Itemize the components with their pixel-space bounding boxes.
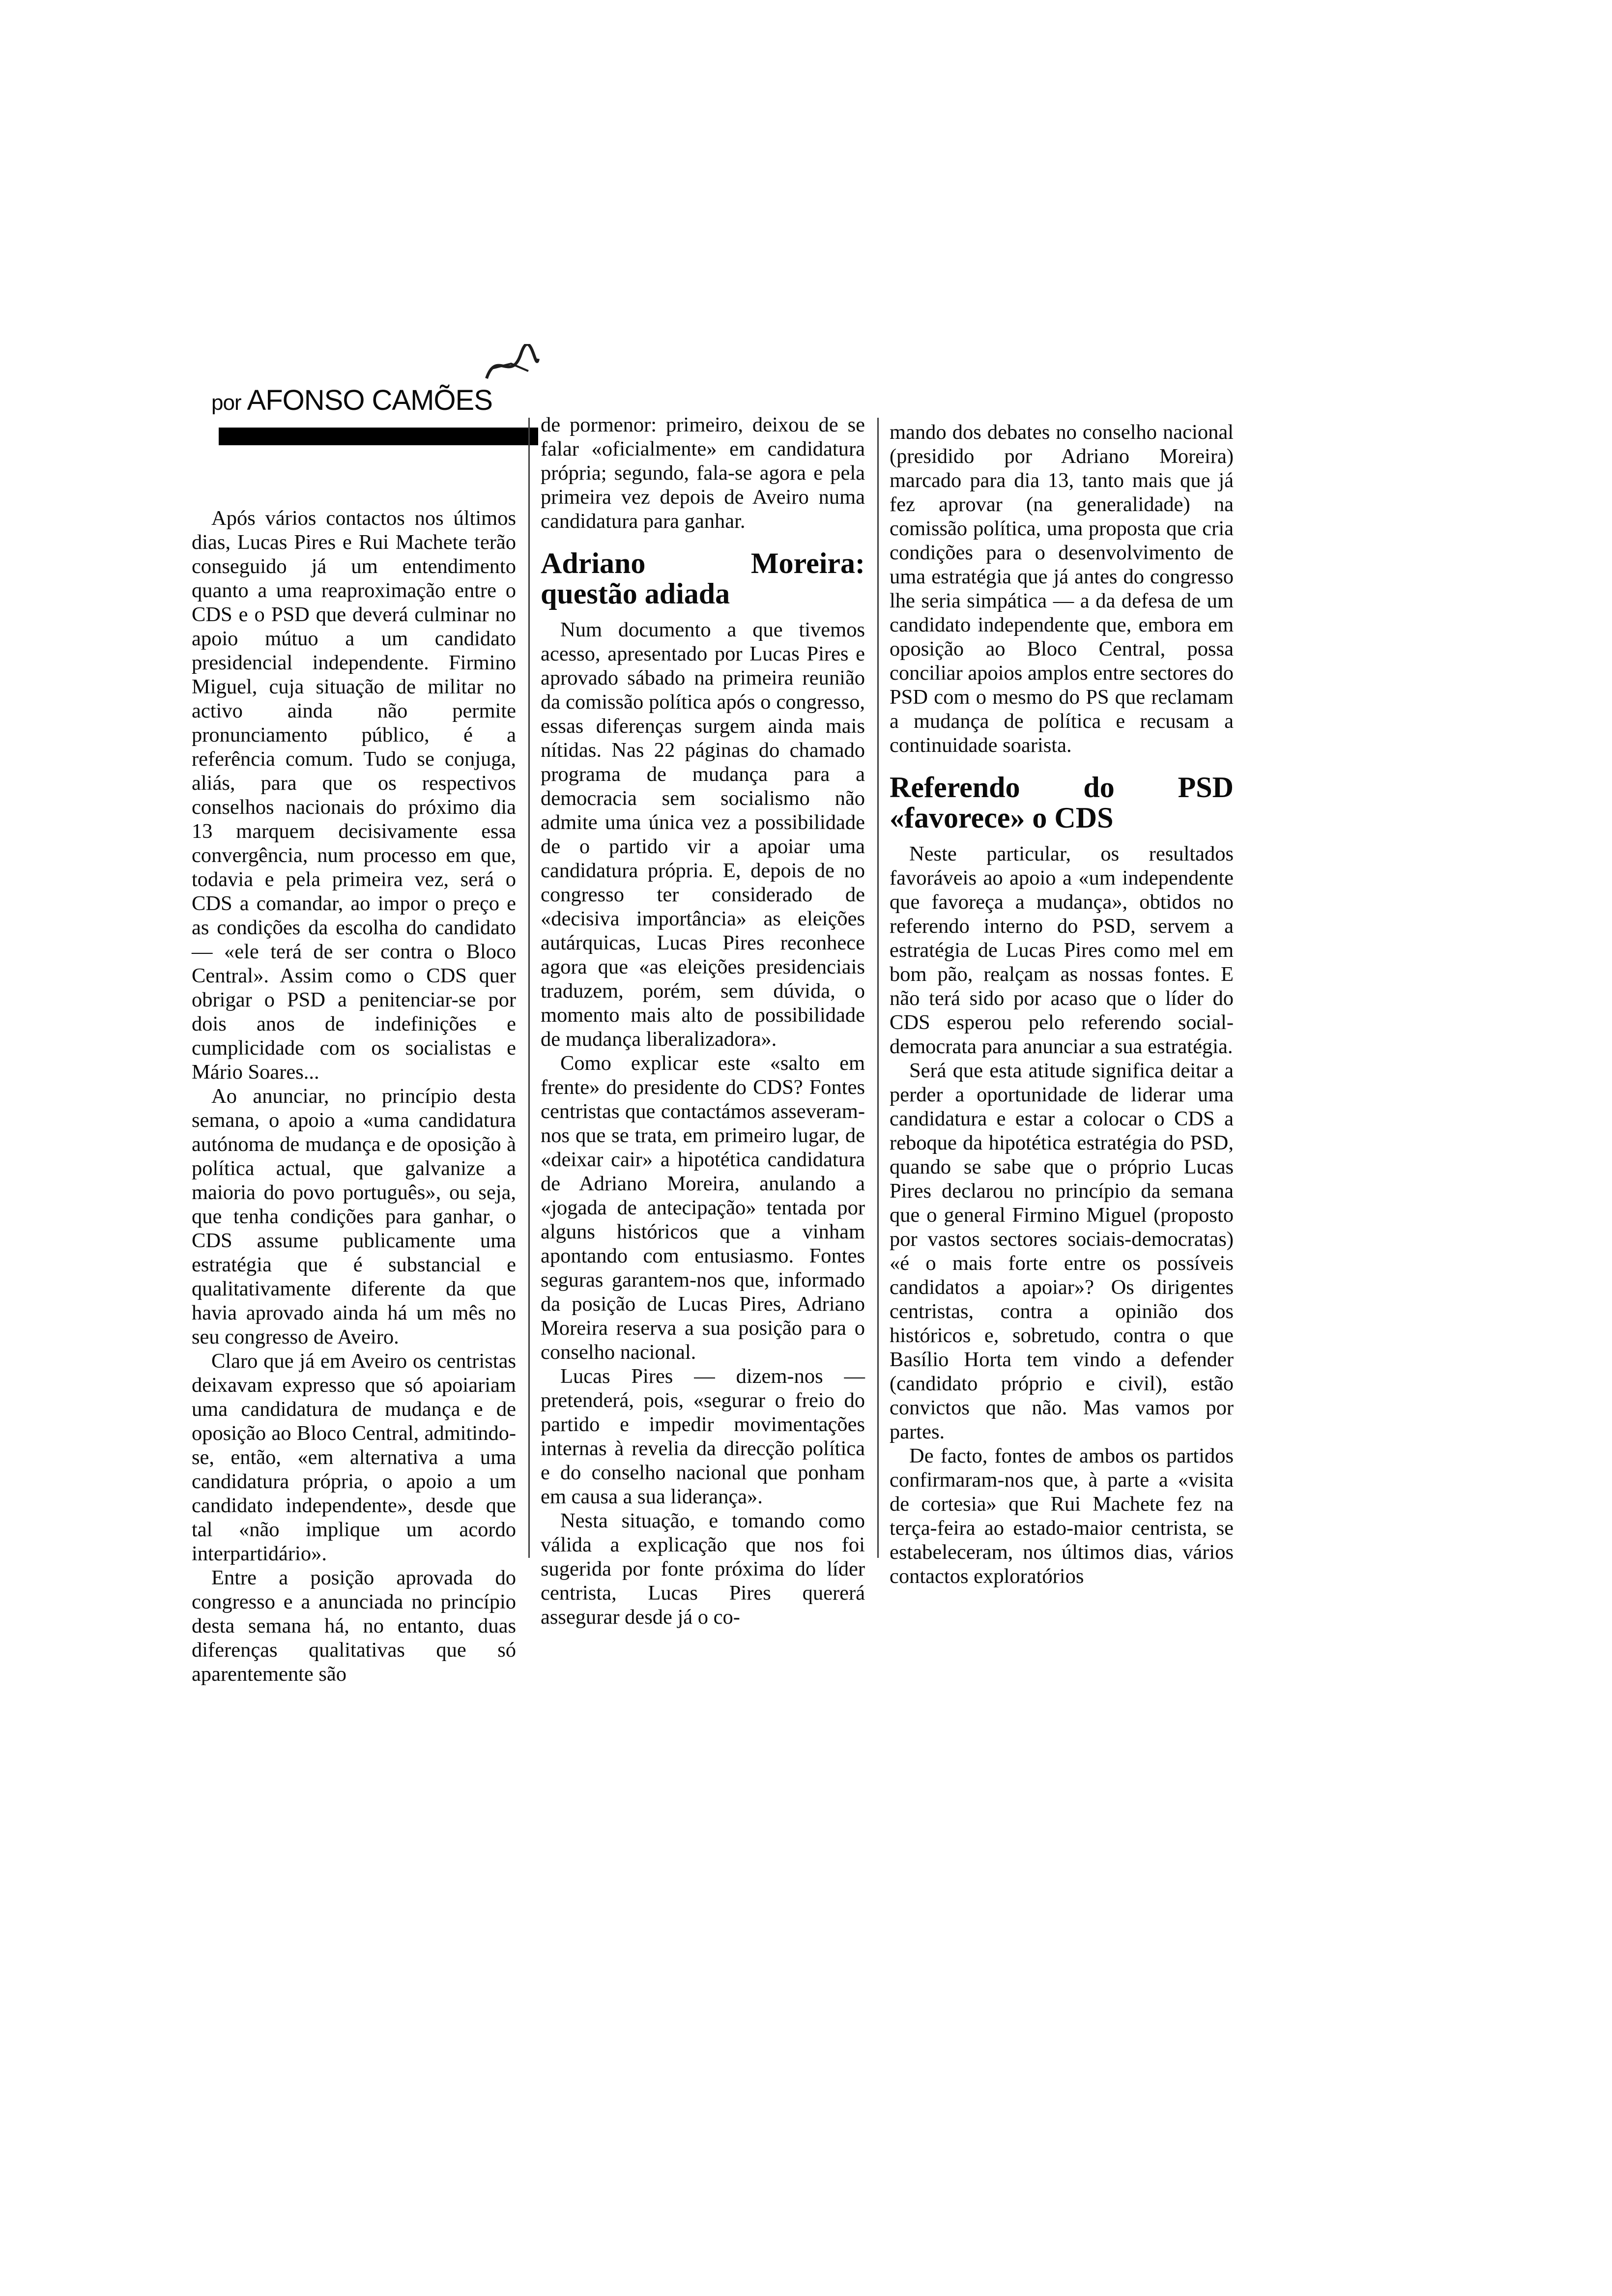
byline xyxy=(211,383,526,420)
column-divider xyxy=(877,418,879,1558)
paragraph: Num documento a que tivemos acesso, apresentado por Lucas Pires e aprovado sábado na primeira reunião da comissão política após o congresso, essas diferenças surgem ainda mais nítidas. Nas 22 páginas do chamado programa de mudança para a democracia sem socialismo não admite uma única vez a possibilidade de o partido vir a apoiar uma candidatura própria. E, depois de no congresso ter considerado de «decisiva importância» as eleições autárquicas, Lucas Pires reconhece agora que «as eleições presidenciais traduzem, porém, sem dúvida, o momento mais alto de possibilidade de mudança liberalizadora». xyxy=(541,618,865,1051)
ink-scribble-icon xyxy=(482,344,541,388)
paragraph: Será que esta atitude significa deitar a perder a oportunidade de liderar uma candidatura e estar a colocar o CDS a reboque da hipotética estratégia do PSD, quando se sabe que o próprio Lucas Pires declarou no princípio da semana que o general Firmino Miguel (proposto por vastos sectores sociais-democratas) «é o mais forte entre os possíveis candidatos a apoiar»? Os dirigentes centristas, contra a opinião dos históricos e, sobretudo, contra o que Basílio Horta tem vindo a defender (candidato próprio e civil), estão convictos que não. Mas vamos por partes. xyxy=(890,1059,1234,1443)
column-divider xyxy=(528,418,530,1558)
paragraph: Nesta situação, e tomando como válida a explicação que nos foi sugerida por fonte próxima do líder centrista, Lucas Pires quererá assegurar desde já o co- xyxy=(541,1509,865,1629)
byline-prefix: por xyxy=(211,391,241,415)
paragraph: mando dos debates no conselho nacional (presidido por Adriano Moreira) marcado para dia 13, tanto mais que já fez aprovar (na generalidade) na comissão política, uma proposta que cria condições para o desenvolvimento de uma estratégia que já antes do congresso lhe seria simpática — a da defesa de um candidato independente que, embora em oposição ao Bloco Central, possa conciliar apoios amplos entre sectores do PSD com o mesmo do PS que reclamam a mudança de política e recusam a continuidade soarista. xyxy=(890,421,1234,757)
subheading: Adriano Moreira: questão adiada xyxy=(541,547,865,610)
paragraph: De facto, fontes de ambos os partidos confirmaram-nos que, à parte a «visita de cortesia» que Rui Machete fez na terça-feira ao estado-maior centrista, se estabeleceram, nos últimos dias, vários contactos exploratórios xyxy=(890,1444,1234,1588)
byline-rule xyxy=(219,428,538,445)
paragraph: Ao anunciar, no princípio desta semana, o apoio a «uma candidatura autónoma de mudança e de oposição à política actual, que galvanize a maioria do povo português», ou seja, que tenha condições para ganhar, o CDS assume publicamente uma estratégia que é substancial e qualitativamente diferente da que havia aprovado ainda há um mês no seu congresso de Aveiro. xyxy=(192,1085,516,1349)
paragraph: Entre a posição aprovada do congresso e a anunciada no princípio desta semana há, no entanto, duas diferenças qualitativas que só aparentemente são xyxy=(192,1566,516,1686)
paragraph: Claro que já em Aveiro os centristas deixavam expresso que só apoiariam uma candidatura de mudança e de oposição ao Bloco Central, admitindo-se, então, «em alternativa a uma candidatura própria, o apoio a um candidato independente», desde que tal «não implique um acordo interpartidário». xyxy=(192,1349,516,1565)
byline-author: AFONSO CAMÕES xyxy=(247,384,492,416)
paragraph: Após vários contactos nos últimos dias, Lucas Pires e Rui Machete terão conseguido já um entendimento quanto a uma reaproximação entre o CDS e o PSD que deverá culminar no apoio mútuo a um candidato presidencial independente. Firmino Miguel, cuja situação de militar no activo ainda não permite pronunciamento público, é a referência comum. Tudo se conjuga, aliás, para que os respectivos conselhos nacionais do próximo dia 13 marquem decisivamente essa convergência, num processo em que, todavia e pela primeira vez, será o CDS a comandar, ao impor o preço e as condições da escolha do candidato — «ele terá de ser contra o Bloco Central». Assim como o CDS quer obrigar o PSD a penitenciar-se por dois anos de indefinições e cumplicidade com os socialistas e Mário Soares... xyxy=(192,507,516,1084)
newspaper-clipping xyxy=(192,383,1238,1686)
paragraph: de pormenor: primeiro, deixou de se falar «oficialmente» em candidatura própria; segundo, fala-se agora e pela primeira vez depois de Aveiro numa candidatura para ganhar. xyxy=(541,413,865,533)
paragraph: Lucas Pires — dizem-nos — pretenderá, pois, «segurar o freio do partido e impedir movimentações internas à revelia da direcção política e do conselho nacional que ponham em causa a sua liderança». xyxy=(541,1365,865,1508)
article-column-3 xyxy=(890,420,1234,1588)
paragraph: Neste particular, os resultados favoráveis ao apoio a «um independente que favoreça a mudança», obtidos no referendo interno do PSD, servem a estratégia de Lucas Pires como mel em bom pão, realçam as nossas fontes. E não terá sido por acaso que o líder do CDS esperou pelo referendo social-democrata para anunciar a sua estratégia. xyxy=(890,842,1234,1058)
paragraph: Como explicar este «salto em frente» do presidente do CDS? Fontes centristas que contactámos asseveram-nos que se trata, em primeiro lugar, de «deixar cair» a hipotética candidatura de Adriano Moreira, anulando a «jogada de antecipação» tentada por alguns históricos que a vinham apontando com entusiasmo. Fontes seguras garantem-nos que, informado da posição de Lucas Pires, Adriano Moreira reserva a sua posição para o conselho nacional. xyxy=(541,1052,865,1364)
subheading: Referendo do PSD «favorece» o CDS xyxy=(890,771,1234,834)
article-column-2 xyxy=(541,413,865,1629)
